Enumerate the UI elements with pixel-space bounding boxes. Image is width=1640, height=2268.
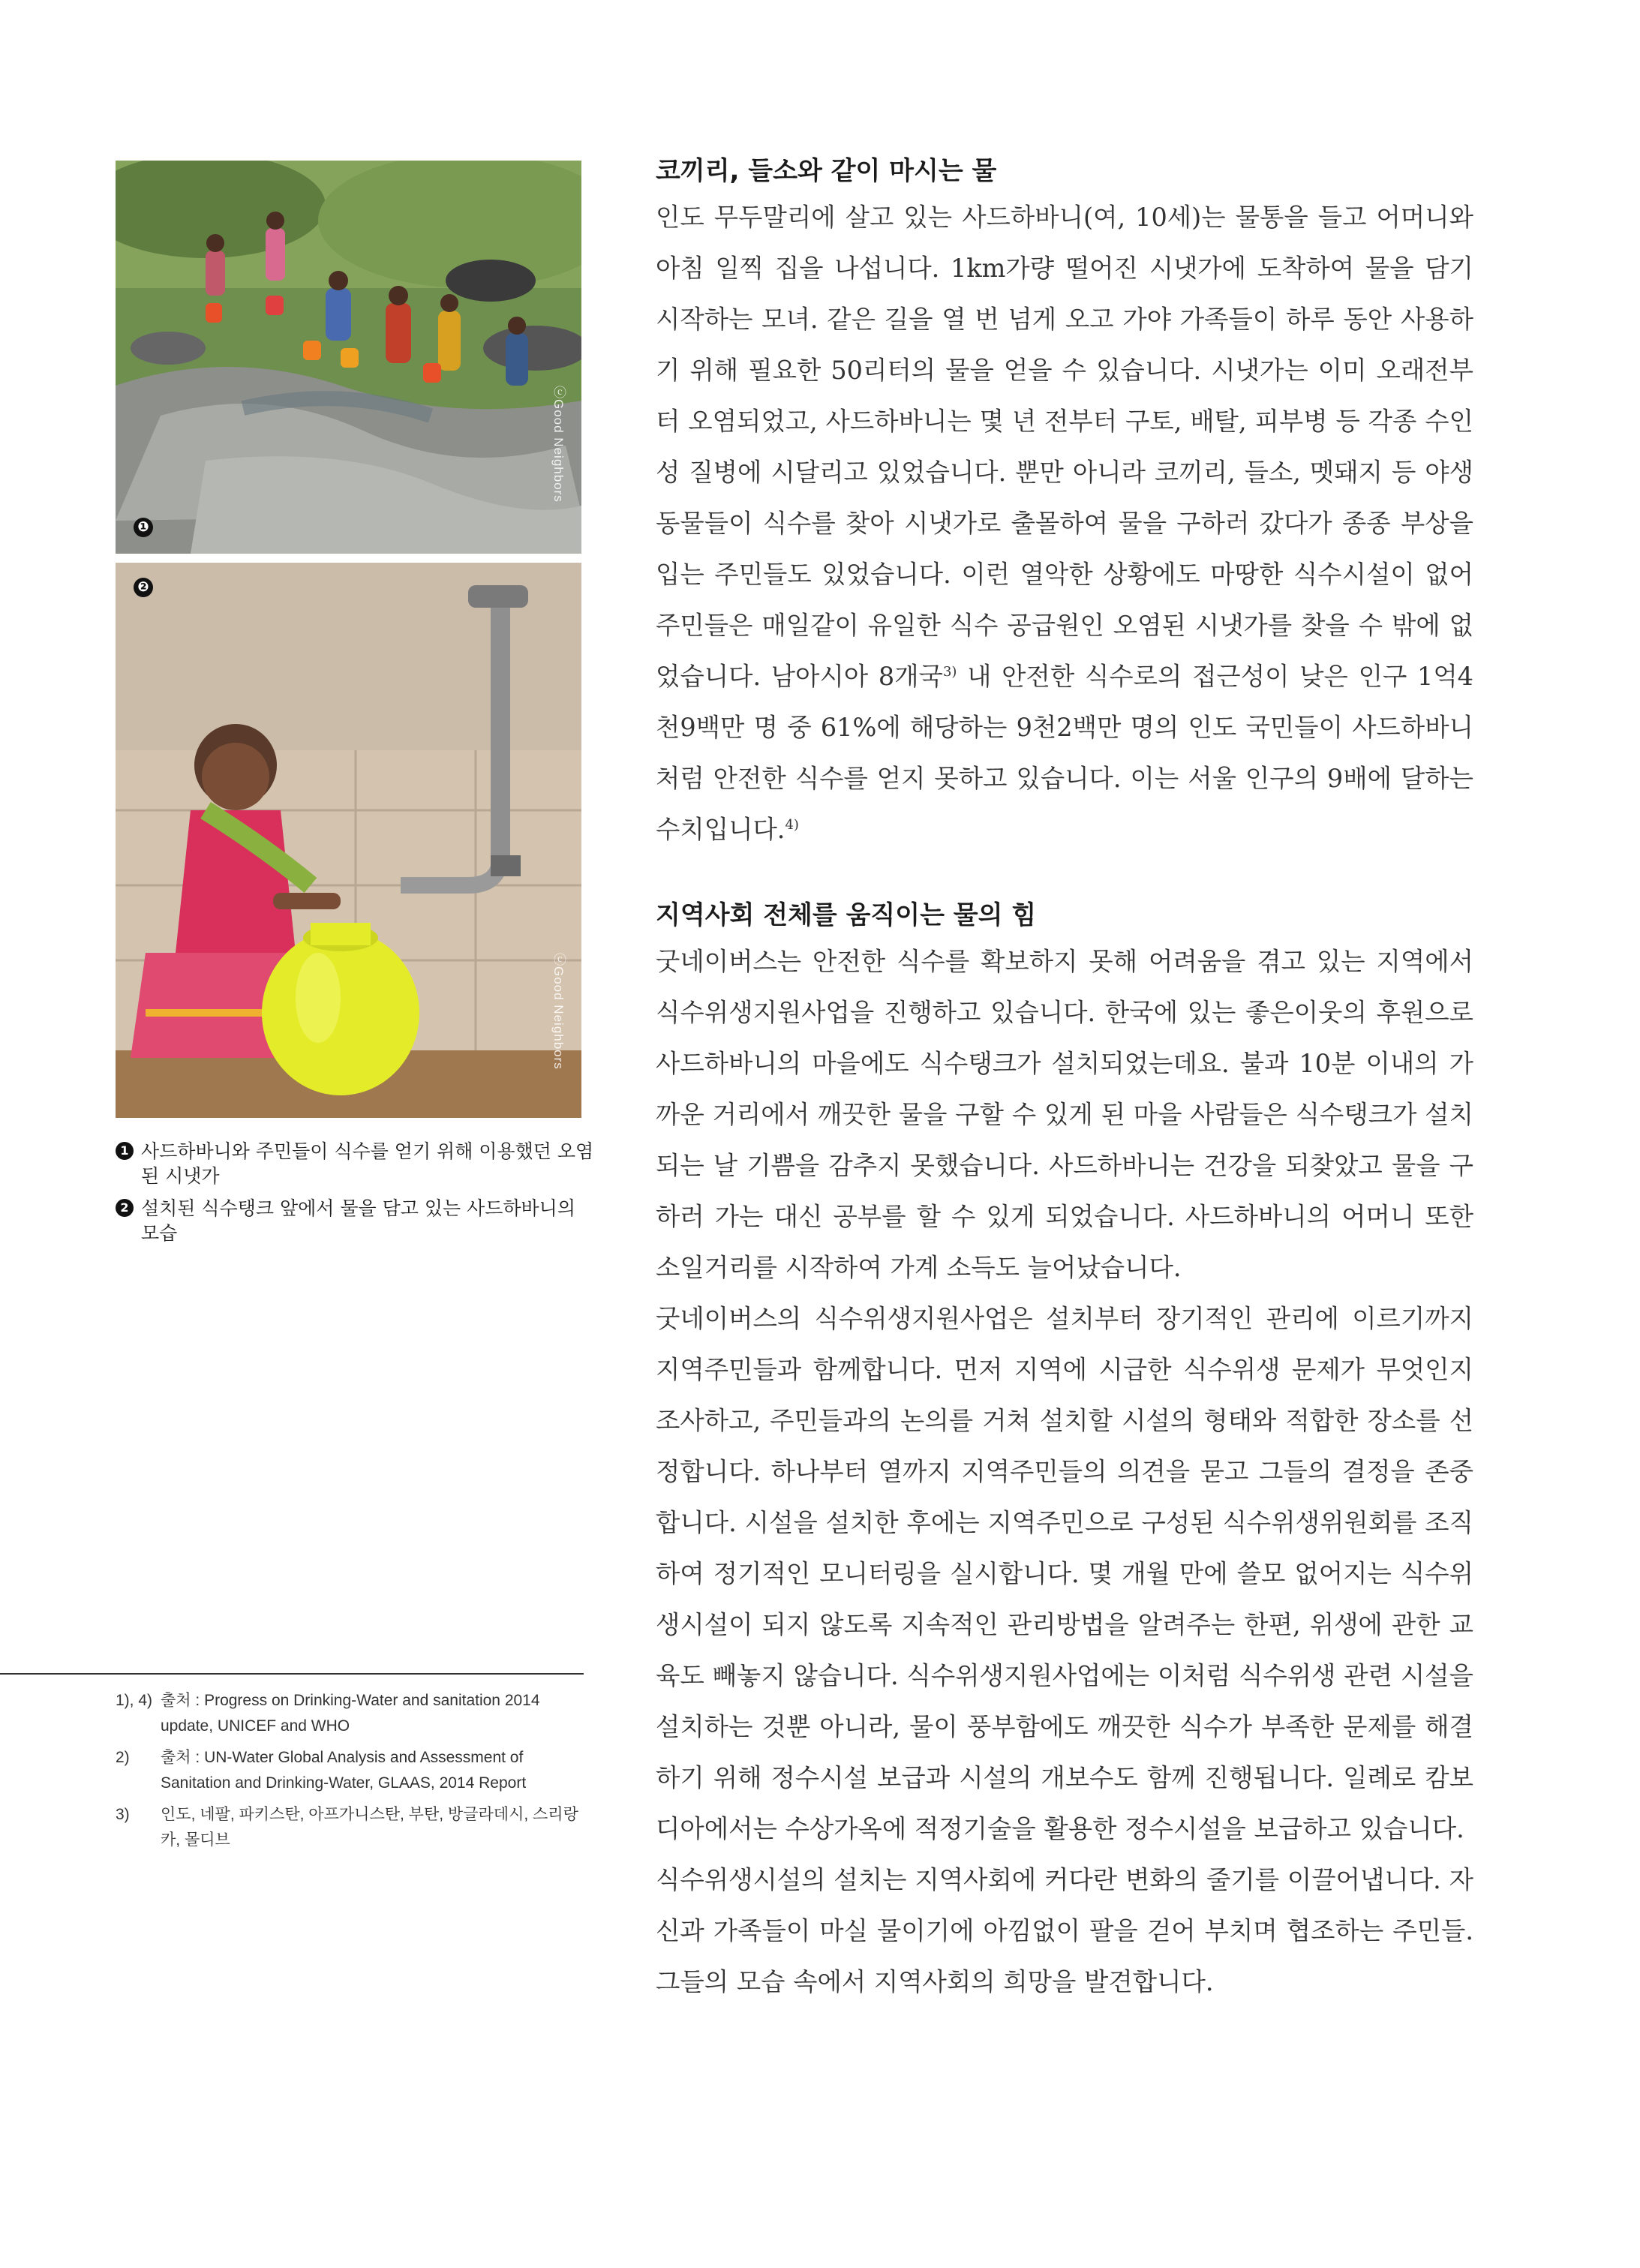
footnote-3-marker: 3) bbox=[116, 1806, 130, 1823]
footnote-2-marker: 2) bbox=[116, 1749, 130, 1766]
footnote-divider bbox=[0, 1673, 584, 1675]
section2-paragraph-2: 굿네이버스의 식수위생지원사업은 설치부터 장기적인 관리에 이르기까지 지역주민들과 함께합니다. 먼저 지역에 시급한 식수위생 문제가 무엇인지 조사하고, 주민들과의 논의를 거쳐 설치할 시설의 형태와 적합한 장소를 선정합니다. 하나부터 열까지 지역주민들의 의견을 묻고 그들의 결정을 존중합니다. 시설을 설치한 후에는 지역주민으로 구성된 식수위생위원회를 조직하여 정기적인 모니터링을 실시합니다. 몇 개월 만에 쓸모 없어지는 식수위생시설이 되지 않도록 지속적인 관리방법을 알려주는 한편, 위생에 관한 교육도 빼놓지 않습니다. 식수위생지원사업에는 이처럼 식수위생 관련 시설을 설치하는 것뿐 아니라, 물이 풍부함에도 깨끗한 식수가 부족한 문제를 해결하기 위해 정수시설 보급과 시설의 개보수도 함께 진행됩니다. 일례로 캄보디아에서는 수상가옥에 적정기술을 활용한 정수시설을 보급하고 있습니다. bbox=[656, 1304, 1473, 1843]
footnote-2-text: 출처 : UN-Water Global Analysis and Assessment of Sanitation and Drinking-Water, GLAAS, 2014 Report bbox=[161, 1749, 527, 1792]
photo-captions bbox=[116, 1139, 596, 1253]
girl-water-tank-photo bbox=[116, 563, 581, 1118]
footnote-1-marker: 1), 4) bbox=[116, 1692, 153, 1709]
footnote-1 bbox=[116, 1688, 581, 1739]
footnote-3-text: 인도, 네팔, 파키스탄, 아프가니스탄, 부탄, 방글라데시, 스리랑카, 몰디브 bbox=[161, 1806, 578, 1849]
footnote-2 bbox=[116, 1745, 581, 1796]
girl-illustration bbox=[116, 563, 581, 1118]
section1-text-b: 내 안전한 식수로의 접근성이 낮은 인구 1억4천9백만 명 중 61%에 해당하는 9천2백만 명의 인도 국민들이 사드하바니처럼 안전한 식수를 얻지 못하고 있습니다. 이는 서울 인구의 9배에 달하는 수치입니다. bbox=[656, 662, 1473, 844]
caption-1-text: 사드하바니와 주민들이 식수를 얻기 위해 이용했던 오염된 시냇가 bbox=[141, 1140, 594, 1187]
photo1-number-badge: ❶ bbox=[134, 518, 153, 537]
section1-text-a: 인도 무두말리에 살고 있는 사드하바니(여, 10세)는 물통을 들고 어머니와 아침 일찍 집을 나섭니다. 1km가량 떨어진 시냇가에 도착하여 물을 담기 시작하는 모녀. 같은 길을 열 번 넘게 오고 가야 가족들이 하루 동안 사용하기 위해 필요한 50리터의 물을 얻을 수 있습니다. 시냇가는 이미 오래전부터 오염되었고, 사드하바니는 몇 년 전부터 구토, 배탈, 피부병 등 각종 수인성 질병에 시달리고 있었습니다. 뿐만 아니라 코끼리, 들소, 멧돼지 등 야생동물들이 식수를 찾아 시냇가로 출몰하여 물을 구하러 갔다가 종종 부상을 입는 주민들도 있었습니다. 이런 열악한 상황에도 마땅한 식수시설이 없어 주민들은 매일같이 유일한 식수 공급원인 오염된 시냇가를 찾을 수 밖에 없었습니다. 남아시아 8개국 bbox=[656, 203, 1473, 691]
caption-1 bbox=[116, 1139, 596, 1188]
section-spacer bbox=[656, 855, 1473, 894]
photo2-number-badge: ❷ bbox=[134, 578, 153, 597]
article-body bbox=[656, 150, 1473, 2008]
section2-paragraph-1: 굿네이버스는 안전한 식수를 확보하지 못해 어려움을 겪고 있는 지역에서 식수위생지원사업을 진행하고 있습니다. 한국에 있는 좋은이웃의 후원으로 사드하바니의 마을에도 식수탱크가 설치되었는데요. 불과 10분 이내의 가까운 거리에서 깨끗한 물을 구할 수 있게 된 마을 사람들은 식수탱크가 설치되는 날 기쁨을 감추지 못했습니다. 사드하바니는 건강을 되찾았고 물을 구하러 가는 대신 공부를 할 수 있게 되었습니다. 사드하바니의 어머니 또한 소일거리를 시작하여 가계 소득도 늘어났습니다. bbox=[656, 947, 1473, 1282]
footnote-3 bbox=[116, 1802, 581, 1853]
section2-heading: 지역사회 전체를 움직이는 물의 힘 bbox=[656, 900, 1037, 930]
footnote-ref-3: 3) bbox=[942, 663, 957, 680]
footnotes bbox=[116, 1688, 581, 1859]
caption-2-text: 설치된 식수탱크 앞에서 물을 담고 있는 사드하바니의 모습 bbox=[141, 1197, 575, 1244]
caption-2-number: 2 bbox=[116, 1199, 134, 1217]
photo1-credit: ⓒGood Neighbors bbox=[551, 386, 566, 503]
section1-heading: 코끼리, 들소와 같이 마시는 물 bbox=[656, 156, 997, 186]
stream-illustration bbox=[116, 161, 581, 554]
section2-paragraph-3: 식수위생시설의 설치는 지역사회에 커다란 변화의 줄기를 이끌어냅니다. 자신과 가족들이 마실 물이기에 아낌없이 팔을 걷어 부치며 협조하는 주민들. 그들의 모습 속에서 지역사회의 희망을 발견합니다. bbox=[656, 1865, 1473, 1996]
photo2-credit: ⓒGood Neighbors bbox=[551, 953, 566, 1070]
caption-2 bbox=[116, 1196, 596, 1245]
section1-paragraph bbox=[656, 192, 1473, 855]
stream-photo bbox=[116, 161, 581, 554]
footnote-ref-4: 4) bbox=[785, 816, 799, 833]
footnote-1-text: 출처 : Progress on Drinking-Water and sanitation 2014 update, UNICEF and WHO bbox=[161, 1692, 540, 1735]
caption-1-number: 1 bbox=[116, 1142, 134, 1160]
